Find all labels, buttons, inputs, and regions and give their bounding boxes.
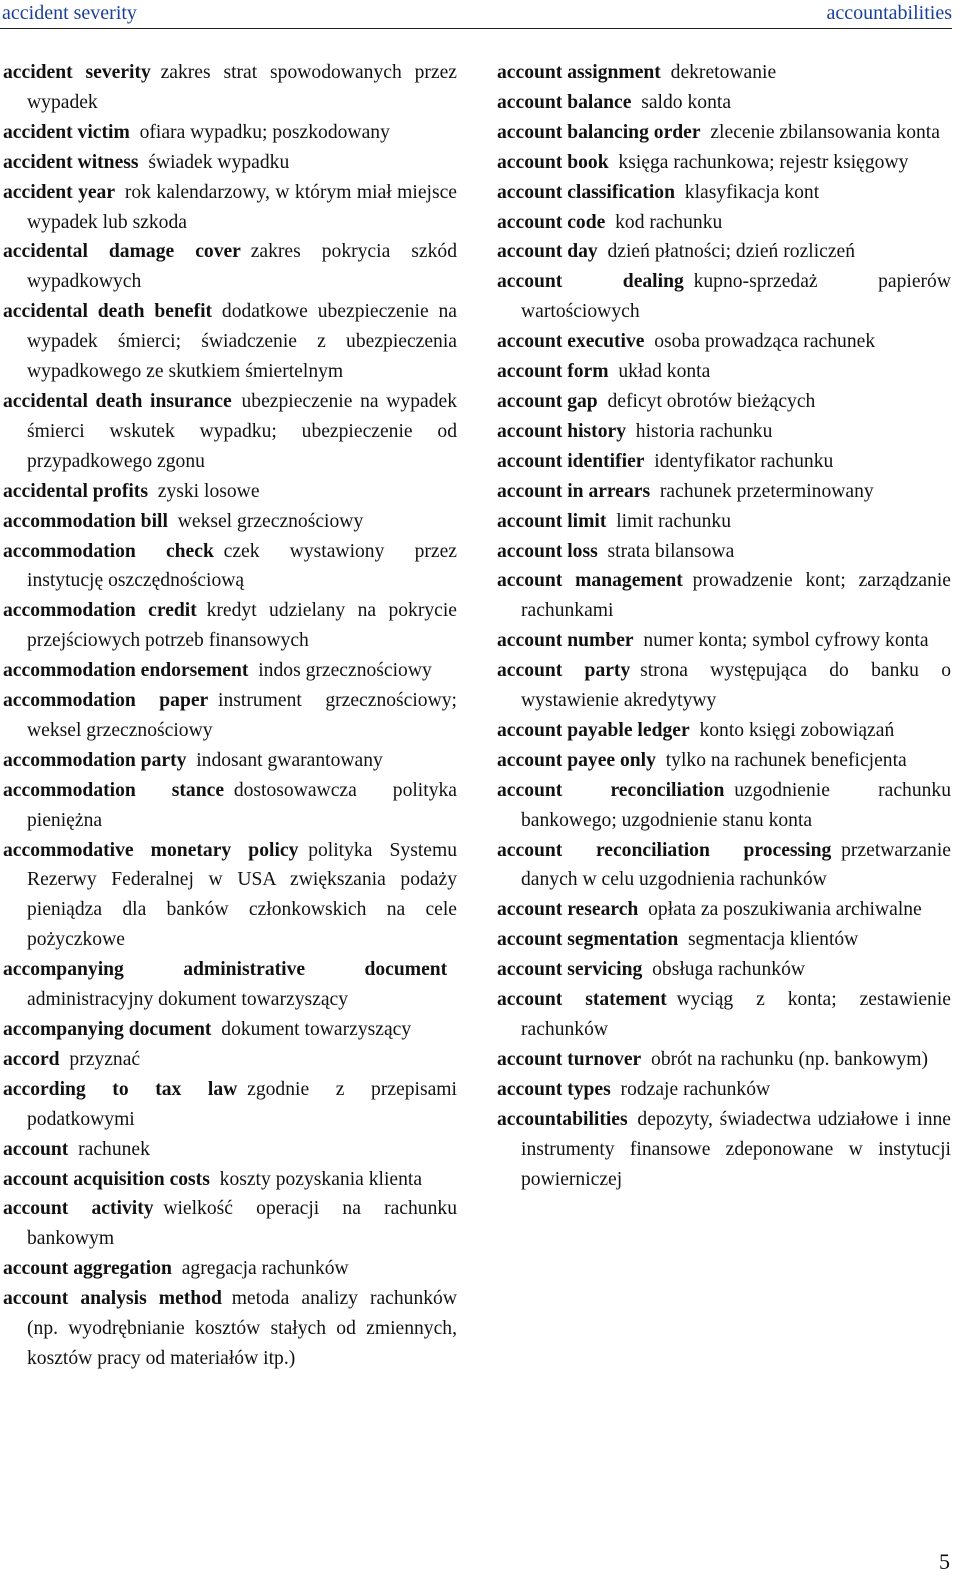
dictionary-entry (497, 208, 951, 238)
entry-definition: weksel grzecznościowy (177, 510, 364, 532)
dictionary-entry (3, 1194, 457, 1254)
dictionary-entry (3, 1284, 457, 1374)
entry-term: accidental death insurance (3, 390, 232, 412)
entry-definition: saldo konta (641, 91, 732, 113)
dictionary-entry (3, 297, 457, 387)
entry-definition: rachunek (78, 1138, 150, 1160)
dictionary-entry (497, 507, 951, 537)
entry-definition: numer konta; symbol cyfrowy konta (643, 630, 929, 652)
dictionary-entry (3, 776, 457, 836)
dictionary-entry (497, 626, 951, 656)
entry-term: accidental profits (3, 480, 148, 502)
dictionary-entry (3, 1254, 457, 1284)
entry-definition: rok kalendarzowy, w którym miał miejsce wypadek lub szkoda (27, 181, 457, 233)
entry-term: accompanying document (3, 1019, 212, 1040)
entry-term: account code (497, 211, 606, 233)
entry-definition: instrument grzecznościowy; weksel grzecznościowy (27, 690, 457, 741)
dictionary-entry (497, 537, 951, 567)
entry-term: account servicing (497, 959, 643, 981)
dictionary-entry (497, 1045, 951, 1075)
entry-term: accident severity (3, 62, 151, 83)
entry-definition: opłata za poszukiwania archiwalne (648, 899, 922, 921)
entry-term: account aggregation (3, 1258, 172, 1280)
entry-term: accident victim (3, 121, 130, 143)
entry-definition: identyfikator rachunku (654, 450, 834, 472)
dictionary-entry (497, 955, 951, 985)
entry-term: account number (497, 630, 634, 652)
entry-term: account reconciliation processing (497, 839, 832, 861)
entry-term: account statement (497, 989, 667, 1011)
entry-definition: rodzaje rachunków (620, 1078, 771, 1100)
entry-definition: zgodnie z przepisami podatkowymi (27, 1078, 457, 1130)
entry-term: account day (497, 241, 598, 263)
entry-term: accommodation party (3, 749, 187, 771)
dictionary-entry (497, 148, 951, 178)
entry-definition: agregacja rachunków (181, 1258, 349, 1280)
entry-definition: klasyfikacja kont (684, 181, 820, 203)
entry-term: account analysis method (3, 1288, 222, 1310)
dictionary-entry (497, 746, 951, 776)
entry-term: account acquisition costs (3, 1168, 210, 1190)
entry-term: accommodation check (3, 540, 214, 562)
entry-definition: deficyt obrotów bieżących (607, 390, 816, 412)
dictionary-entry (497, 58, 951, 88)
entry-definition: tylko na rachunek beneficjenta (665, 749, 907, 771)
dictionary-entry (497, 118, 951, 148)
entry-term: account research (497, 899, 639, 921)
entry-definition: konto księgi zobowiązań (699, 719, 895, 741)
entry-term: accommodation paper (3, 690, 209, 712)
entry-definition: przetwarzanie danych w celu uzgodnienia rachunków (521, 839, 951, 891)
entry-term: account history (497, 420, 626, 442)
entry-definition: koszty pozyskania klienta (219, 1168, 423, 1190)
dictionary-entry (3, 1045, 457, 1075)
entry-definition: dokument towarzyszący (221, 1019, 412, 1040)
entry-term: accommodative monetary policy (3, 839, 299, 861)
entry-term: account activity (3, 1198, 154, 1220)
entry-definition: wyciąg z konta; zestawienie rachunków (521, 989, 951, 1040)
header-first-entry: accident severity (2, 2, 137, 24)
dictionary-entry (497, 836, 951, 896)
entry-definition: strona występująca do banku o wystawienie akredytywy (521, 660, 952, 712)
entry-term: account book (497, 151, 609, 173)
entry-definition: ofiara wypadku; poszkodowany (139, 121, 390, 143)
dictionary-entry (497, 477, 951, 507)
running-header (0, 0, 952, 29)
entry-definition: obrót na rachunku (np. bankowym) (651, 1048, 928, 1070)
dictionary-entry (3, 746, 457, 776)
entry-definition: prowadzenie kont; zarządzanie rachunkami (521, 570, 952, 622)
entry-definition: indosant gwarantowany (196, 749, 383, 771)
entry-term: account dealing (497, 271, 684, 293)
dictionary-entry (3, 1075, 457, 1135)
entry-term: account balance (497, 91, 632, 113)
dictionary-entry (3, 118, 457, 148)
dictionary-entry (497, 985, 951, 1045)
entry-term: account in arrears (497, 480, 651, 502)
entry-term: accommodation bill (3, 510, 168, 532)
entry-definition: świadek wypadku (148, 151, 290, 173)
dictionary-entry (3, 836, 457, 956)
entry-definition: rachunek przeterminowany (659, 480, 874, 502)
entry-term: account payee only (497, 749, 656, 771)
entry-definition: zakres pokrycia szkód wypadkowych (27, 241, 457, 293)
dictionary-entry (497, 178, 951, 208)
entry-term: account segmentation (497, 929, 679, 951)
entry-term: accompanying administrative document (3, 959, 448, 981)
right-column (497, 58, 951, 1194)
dictionary-entry (3, 1135, 457, 1165)
entry-term: account reconciliation (497, 779, 725, 801)
entry-definition: dzień płatności; dzień rozliczeń (607, 241, 856, 263)
entry-definition: kredyt udzielany na pokrycie przejściowych potrzeb finansowych (27, 600, 457, 652)
entry-term: accord (3, 1048, 60, 1070)
header-last-entry: accountabilities (826, 2, 952, 24)
entry-definition: dostosowawcza polityka pieniężna (27, 779, 457, 831)
dictionary-entry (497, 357, 951, 387)
entry-term: accommodation stance (3, 779, 225, 801)
entry-definition: ubezpieczenie na wypadek śmierci wskutek wypadku; ubezpieczenie od przypadkowego zgonu (27, 390, 457, 472)
entry-definition: historia rachunku (635, 420, 773, 442)
dictionary-entry (497, 237, 951, 267)
dictionary-entry (3, 507, 457, 537)
entry-term: account executive (497, 331, 645, 353)
entry-term: according to tax law (3, 1078, 238, 1100)
dictionary-entry (3, 387, 457, 477)
entry-definition: administracyjny dokument towarzyszący (27, 989, 349, 1011)
entry-term: account management (497, 570, 683, 592)
entry-definition: osoba prowadząca rachunek (654, 331, 876, 353)
entry-term: accidental damage cover (3, 241, 241, 263)
dictionary-entry (3, 537, 457, 597)
entry-term: accident witness (3, 151, 139, 173)
entry-term: accidental death benefit (3, 301, 213, 323)
dictionary-entry (497, 895, 951, 925)
entry-term: accommodation credit (3, 600, 197, 622)
entry-definition: wielkość operacji na rachunku bankowym (27, 1198, 457, 1250)
entry-definition: obsługa rachunków (652, 959, 806, 981)
left-column (3, 58, 457, 1374)
entry-term: accommodation endorsement (3, 660, 249, 682)
dictionary-entry (3, 955, 457, 1015)
dictionary-entry (497, 267, 951, 327)
entry-term: account assignment (497, 62, 661, 83)
entry-definition: uzgodnienie rachunku bankowego; uzgodnienie stanu konta (521, 779, 952, 831)
dictionary-entry (3, 656, 457, 686)
dictionary-entry (3, 148, 457, 178)
entry-term: account types (497, 1078, 611, 1100)
page-number: 5 (939, 1549, 950, 1574)
entry-term: account payable ledger (497, 719, 690, 741)
entry-term: account classification (497, 181, 675, 203)
entry-definition: segmentacja klientów (688, 929, 859, 951)
entry-definition: depozyty, świadectwa udziałowe i inne instrumenty finansowe zdeponowane w instytucji powierniczej (521, 1108, 951, 1190)
entry-term: account party (497, 660, 631, 682)
entry-definition: dekretowanie (670, 62, 777, 83)
entry-term: account form (497, 361, 609, 383)
dictionary-entry (3, 237, 457, 297)
dictionary-entry (497, 1105, 951, 1195)
entry-definition: przyznać (69, 1048, 141, 1070)
entry-definition: kod rachunku (615, 211, 723, 233)
dictionary-entry (497, 387, 951, 417)
entry-definition: limit rachunku (616, 510, 732, 532)
entry-term: account identifier (497, 450, 645, 472)
dictionary-entry (3, 178, 457, 238)
entry-definition: układ konta (618, 361, 711, 383)
entry-term: account balancing order (497, 121, 701, 143)
dictionary-entry (3, 596, 457, 656)
entry-definition: dodatkowe ubezpieczenie na wypadek śmierci; świadczenie z ubezpieczenia wypadkowego ze skutkiem śmiertelnym (27, 301, 458, 383)
entry-definition: księga rachunkowa; rejestr księgowy (618, 151, 909, 173)
dictionary-entry (497, 776, 951, 836)
entry-term: accountabilities (497, 1108, 628, 1130)
dictionary-entry (3, 477, 457, 507)
dictionary-entry (3, 686, 457, 746)
dictionary-entry (497, 566, 951, 626)
dictionary-entry (497, 656, 951, 716)
entry-term: account turnover (497, 1048, 642, 1070)
entry-term: account (3, 1138, 69, 1160)
entry-term: account gap (497, 390, 598, 412)
entry-term: accident year (3, 181, 116, 203)
dictionary-entry (497, 447, 951, 477)
dictionary-entry (497, 1075, 951, 1105)
entry-definition: strata bilansowa (607, 540, 735, 562)
entry-term: account loss (497, 540, 598, 562)
entry-definition: indos grzecznościowy (258, 660, 432, 682)
entry-definition: metoda analizy rachunków (np. wyodrębnianie kosztów stałych od zmiennych, kosztów pracy od materiałów itp.) (27, 1288, 457, 1369)
dictionary-entry (497, 88, 951, 118)
dictionary-entry (3, 1165, 457, 1195)
entry-definition: zlecenie zbilansowania konta (710, 121, 940, 143)
dictionary-entry (3, 1015, 457, 1045)
dictionary-entry (497, 417, 951, 447)
entry-definition: zakres strat spowodowanych przez wypadek (27, 62, 457, 113)
dictionary-entry (497, 925, 951, 955)
entry-definition: zyski losowe (157, 480, 260, 502)
dictionary-entry (497, 716, 951, 746)
dictionary-entry (497, 327, 951, 357)
entry-definition: kupno-sprzedaż papierów wartościowych (521, 271, 951, 323)
entry-definition: polityka Systemu Rezerwy Federalnej w USA zwiększania podaży pieniądza dla banków członkowskich na cele pożyczkowe (27, 839, 457, 951)
dictionary-entry (3, 58, 457, 118)
entry-term: account limit (497, 510, 607, 532)
entry-definition: czek wystawiony przez instytucję oszczędnościową (27, 540, 457, 592)
